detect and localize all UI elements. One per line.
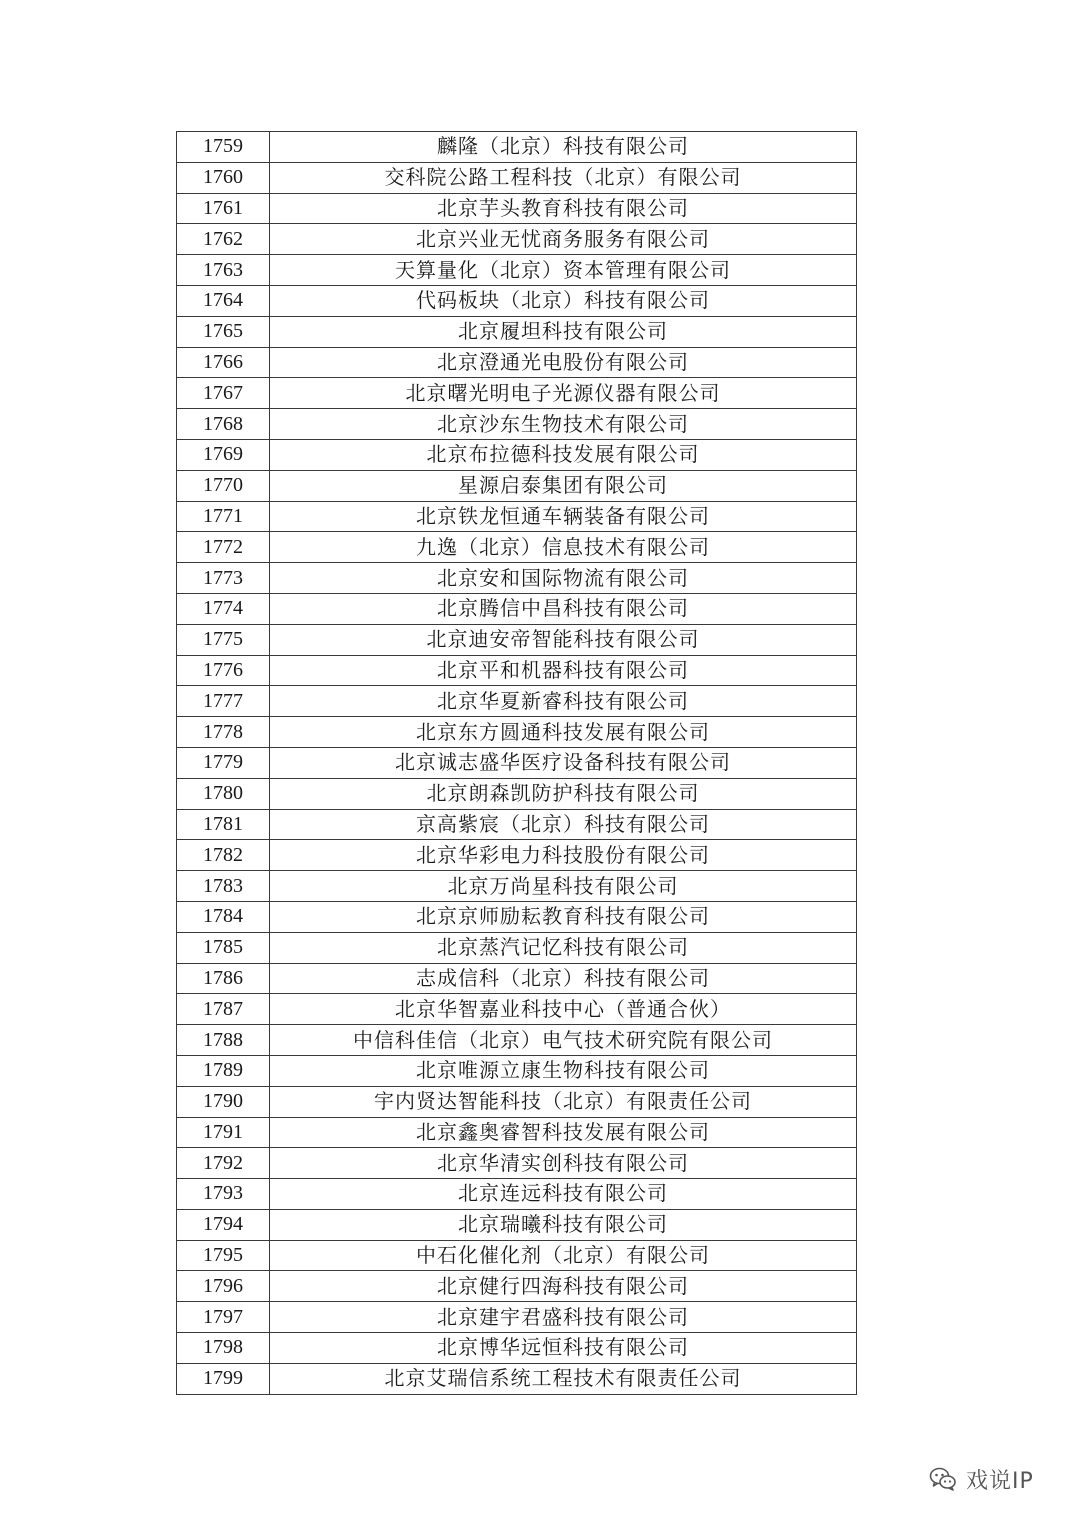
table-row <box>177 1148 857 1179</box>
table-row <box>177 1086 857 1117</box>
row-number: 1762 <box>177 224 270 255</box>
company-name: 北京艾瑞信系统工程技术有限责任公司 <box>270 1363 857 1394</box>
company-name: 北京博华远恒科技有限公司 <box>270 1333 857 1364</box>
watermark <box>928 1462 1034 1496</box>
company-name: 北京东方圆通科技发展有限公司 <box>270 717 857 748</box>
company-name: 北京华彩电力科技股份有限公司 <box>270 840 857 871</box>
row-number: 1782 <box>177 840 270 871</box>
row-number: 1795 <box>177 1240 270 1271</box>
row-number: 1768 <box>177 409 270 440</box>
row-number: 1779 <box>177 747 270 778</box>
row-number: 1761 <box>177 193 270 224</box>
table-row <box>177 1333 857 1364</box>
table-row <box>177 409 857 440</box>
row-number: 1799 <box>177 1363 270 1394</box>
company-name: 北京兴业无忧商务服务有限公司 <box>270 224 857 255</box>
company-name: 北京布拉德科技发展有限公司 <box>270 439 857 470</box>
company-name: 北京瑞曦科技有限公司 <box>270 1209 857 1240</box>
table-row <box>177 378 857 409</box>
row-number: 1789 <box>177 1055 270 1086</box>
row-number: 1792 <box>177 1148 270 1179</box>
row-number: 1759 <box>177 132 270 163</box>
table-row <box>177 778 857 809</box>
company-name: 京高紫宸（北京）科技有限公司 <box>270 809 857 840</box>
company-name: 北京华智嘉业科技中心（普通合伙） <box>270 994 857 1025</box>
table-row <box>177 1055 857 1086</box>
company-name: 中石化催化剂（北京）有限公司 <box>270 1240 857 1271</box>
table-row <box>177 439 857 470</box>
row-number: 1791 <box>177 1117 270 1148</box>
table-row <box>177 932 857 963</box>
company-name: 中信科佳信（北京）电气技术研究院有限公司 <box>270 1025 857 1056</box>
table-row <box>177 655 857 686</box>
table-body <box>177 132 857 1395</box>
table-row <box>177 1025 857 1056</box>
row-number: 1777 <box>177 686 270 717</box>
company-name: 北京朗森凯防护科技有限公司 <box>270 778 857 809</box>
row-number: 1785 <box>177 932 270 963</box>
row-number: 1798 <box>177 1333 270 1364</box>
table-row <box>177 1117 857 1148</box>
company-name: 北京腾信中昌科技有限公司 <box>270 593 857 624</box>
company-name: 宇内贤达智能科技（北京）有限责任公司 <box>270 1086 857 1117</box>
row-number: 1783 <box>177 871 270 902</box>
row-number: 1766 <box>177 347 270 378</box>
table-row <box>177 501 857 532</box>
wechat-icon <box>928 1464 958 1494</box>
row-number: 1781 <box>177 809 270 840</box>
company-name: 星源启泰集团有限公司 <box>270 470 857 501</box>
company-name: 北京履坦科技有限公司 <box>270 316 857 347</box>
row-number: 1794 <box>177 1209 270 1240</box>
row-number: 1765 <box>177 316 270 347</box>
company-name: 北京芋头教育科技有限公司 <box>270 193 857 224</box>
table-row <box>177 624 857 655</box>
table-row <box>177 994 857 1025</box>
table-row <box>177 593 857 624</box>
row-number: 1784 <box>177 901 270 932</box>
company-name: 北京澄通光电股份有限公司 <box>270 347 857 378</box>
company-name: 北京万尚星科技有限公司 <box>270 871 857 902</box>
company-name: 北京建宇君盛科技有限公司 <box>270 1302 857 1333</box>
company-name: 天算量化（北京）资本管理有限公司 <box>270 255 857 286</box>
row-number: 1778 <box>177 717 270 748</box>
row-number: 1760 <box>177 162 270 193</box>
company-name: 北京平和机器科技有限公司 <box>270 655 857 686</box>
row-number: 1793 <box>177 1179 270 1210</box>
table-row <box>177 717 857 748</box>
company-name: 北京华夏新睿科技有限公司 <box>270 686 857 717</box>
table-row <box>177 1179 857 1210</box>
table-row <box>177 316 857 347</box>
company-name: 北京唯源立康生物科技有限公司 <box>270 1055 857 1086</box>
company-name: 北京蒸汽记忆科技有限公司 <box>270 932 857 963</box>
table-row <box>177 686 857 717</box>
table-row <box>177 871 857 902</box>
table-row <box>177 1302 857 1333</box>
row-number: 1790 <box>177 1086 270 1117</box>
row-number: 1796 <box>177 1271 270 1302</box>
table-row <box>177 224 857 255</box>
table-row <box>177 840 857 871</box>
row-number: 1772 <box>177 532 270 563</box>
company-name: 北京京师励耘教育科技有限公司 <box>270 901 857 932</box>
table-row <box>177 1240 857 1271</box>
table-row <box>177 162 857 193</box>
company-name: 北京连远科技有限公司 <box>270 1179 857 1210</box>
row-number: 1767 <box>177 378 270 409</box>
company-name: 北京铁龙恒通车辆装备有限公司 <box>270 501 857 532</box>
company-name: 代码板块（北京）科技有限公司 <box>270 285 857 316</box>
table-row <box>177 747 857 778</box>
row-number: 1786 <box>177 963 270 994</box>
company-name: 北京鑫奥睿智科技发展有限公司 <box>270 1117 857 1148</box>
company-name: 九逸（北京）信息技术有限公司 <box>270 532 857 563</box>
table-row <box>177 132 857 163</box>
table-row <box>177 255 857 286</box>
row-number: 1774 <box>177 593 270 624</box>
table-row <box>177 1271 857 1302</box>
row-number: 1763 <box>177 255 270 286</box>
company-name: 北京华清实创科技有限公司 <box>270 1148 857 1179</box>
row-number: 1771 <box>177 501 270 532</box>
row-number: 1780 <box>177 778 270 809</box>
company-name: 交科院公路工程科技（北京）有限公司 <box>270 162 857 193</box>
company-name: 北京安和国际物流有限公司 <box>270 563 857 594</box>
row-number: 1773 <box>177 563 270 594</box>
row-number: 1775 <box>177 624 270 655</box>
table-row <box>177 809 857 840</box>
row-number: 1787 <box>177 994 270 1025</box>
table-row <box>177 963 857 994</box>
table-row <box>177 1363 857 1394</box>
table-row <box>177 285 857 316</box>
company-name: 北京诚志盛华医疗设备科技有限公司 <box>270 747 857 778</box>
row-number: 1776 <box>177 655 270 686</box>
company-name: 北京迪安帝智能科技有限公司 <box>270 624 857 655</box>
row-number: 1770 <box>177 470 270 501</box>
company-list-table <box>176 131 857 1395</box>
table-row <box>177 347 857 378</box>
table-row <box>177 1209 857 1240</box>
table-row <box>177 901 857 932</box>
row-number: 1769 <box>177 439 270 470</box>
row-number: 1797 <box>177 1302 270 1333</box>
company-name: 北京健行四海科技有限公司 <box>270 1271 857 1302</box>
watermark-text: 戏说IP <box>966 1468 1034 1494</box>
company-name: 北京曙光明电子光源仪器有限公司 <box>270 378 857 409</box>
company-name: 麟隆（北京）科技有限公司 <box>270 132 857 163</box>
table-row <box>177 563 857 594</box>
row-number: 1788 <box>177 1025 270 1056</box>
company-name: 志成信科（北京）科技有限公司 <box>270 963 857 994</box>
row-number: 1764 <box>177 285 270 316</box>
table-row <box>177 470 857 501</box>
table-row <box>177 532 857 563</box>
company-name: 北京沙东生物技术有限公司 <box>270 409 857 440</box>
table-row <box>177 193 857 224</box>
